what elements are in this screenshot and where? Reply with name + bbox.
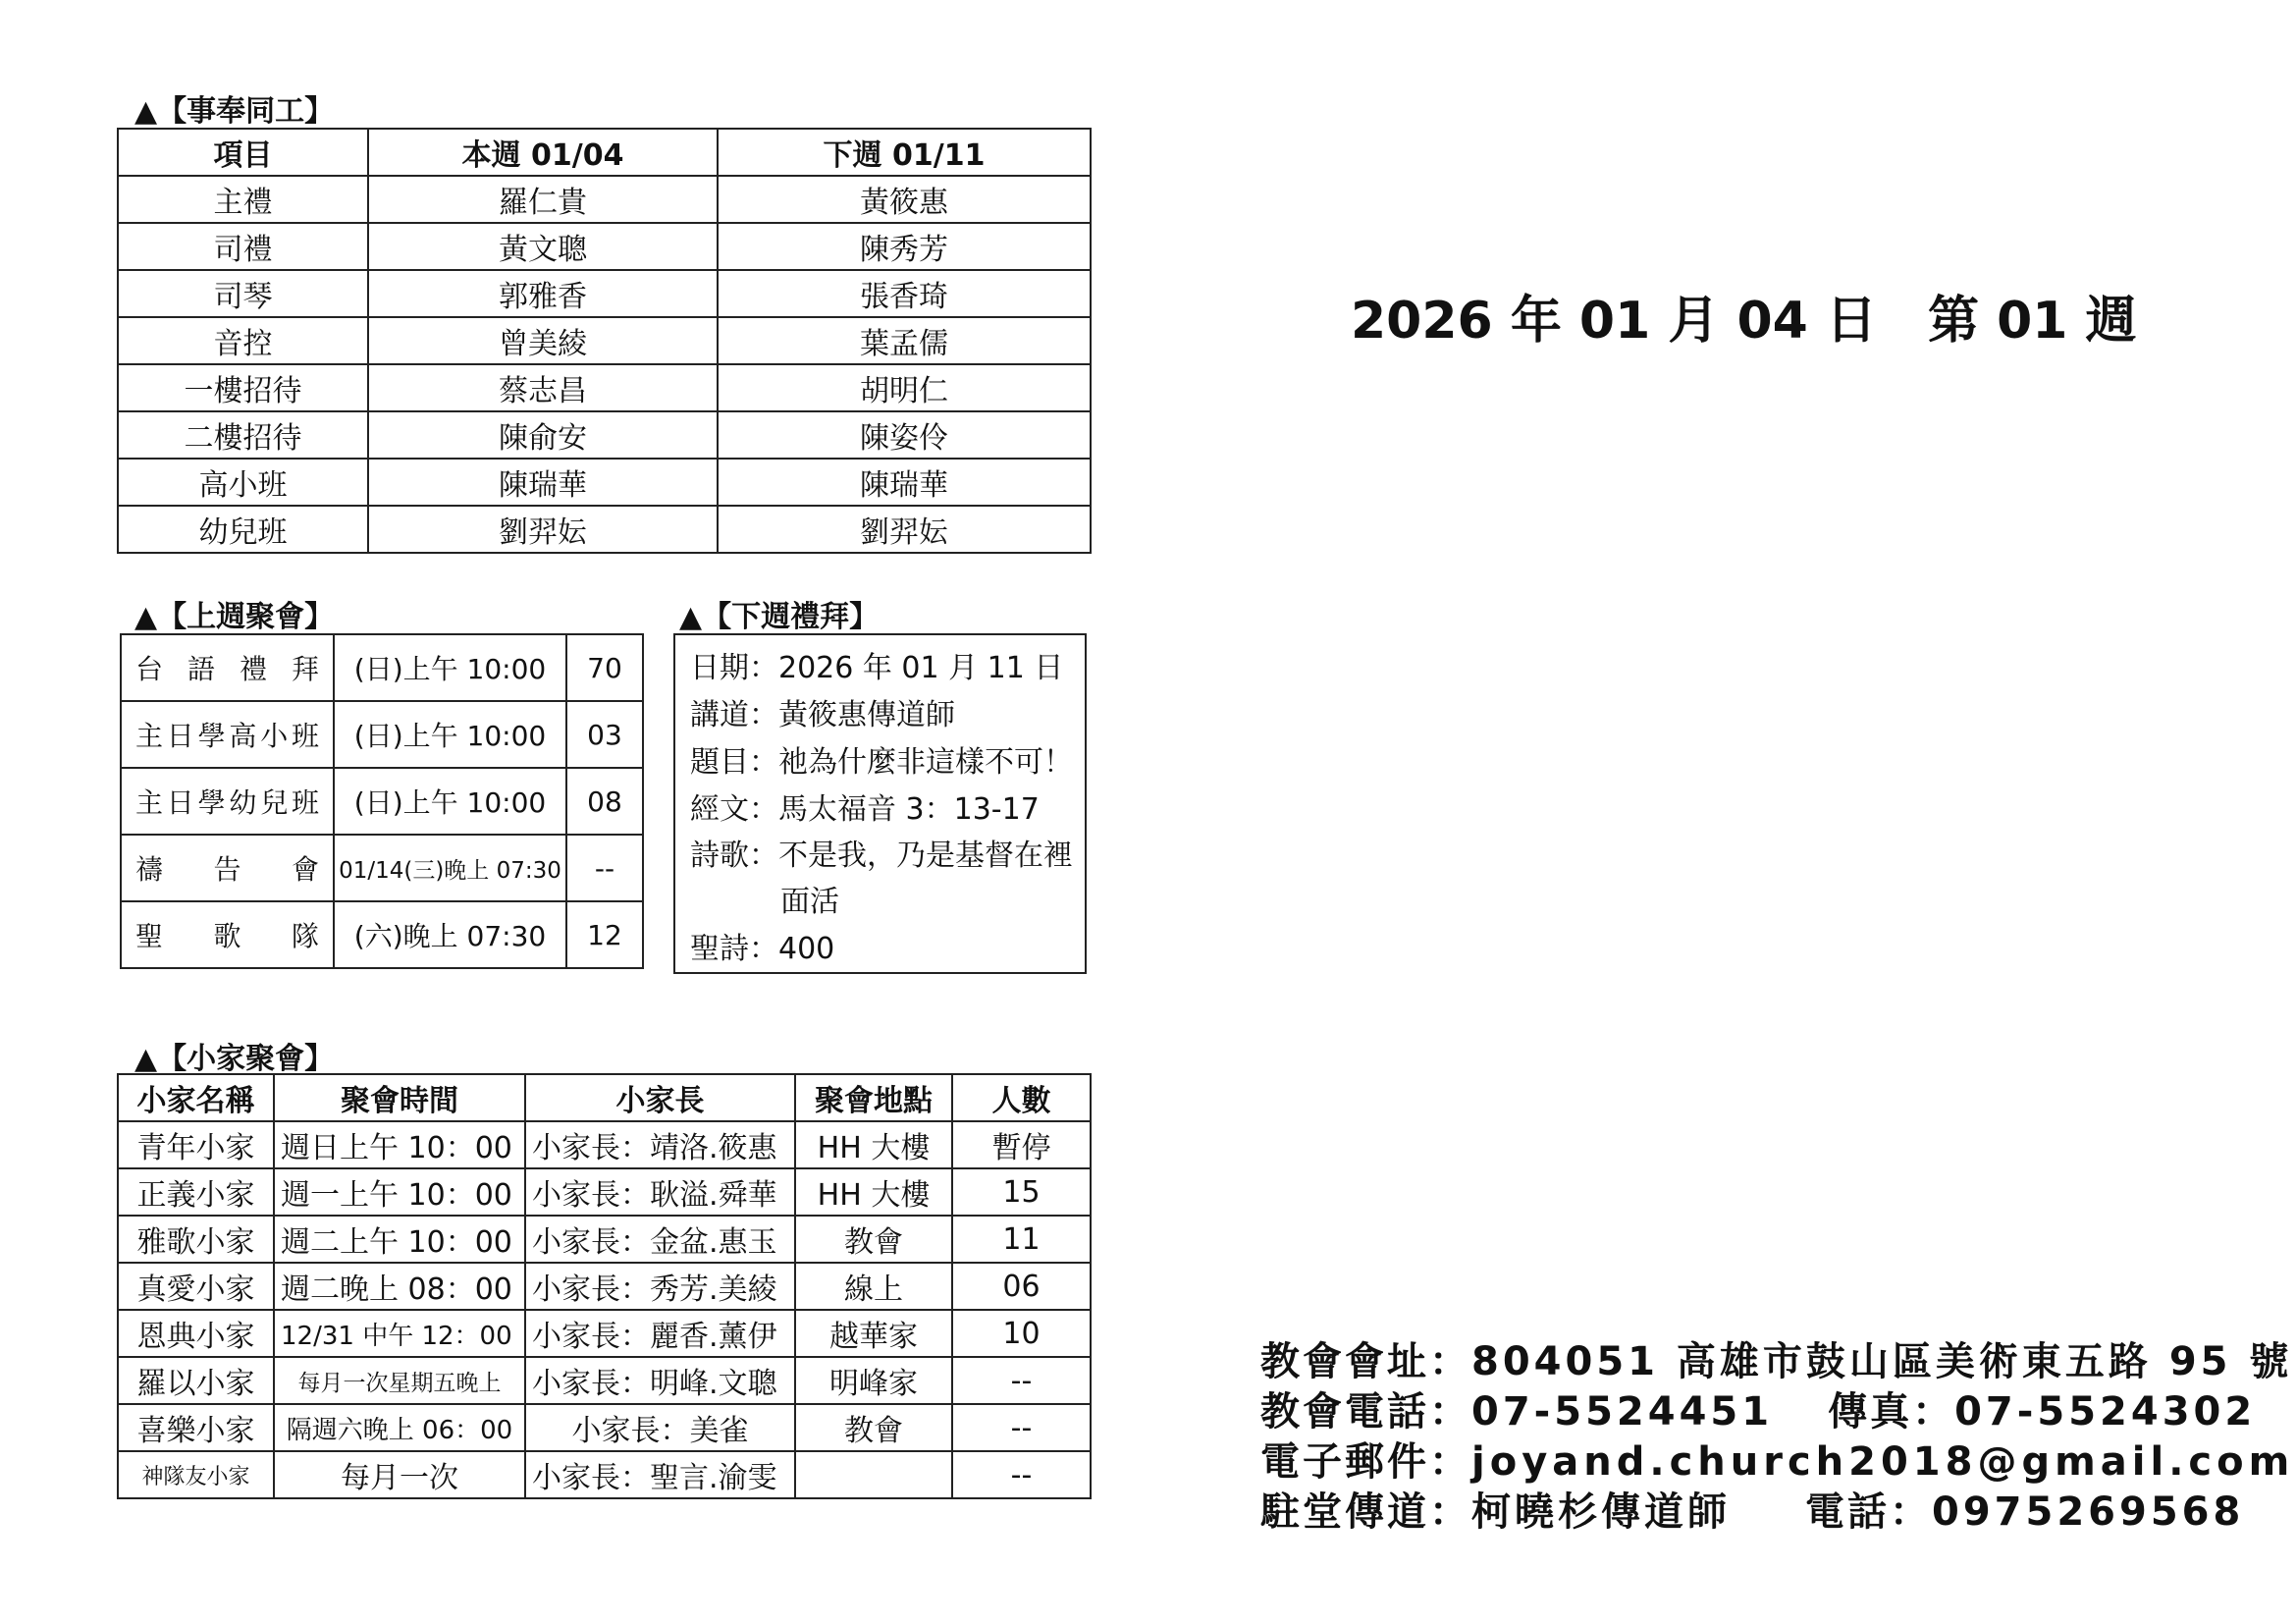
group-place: 明峰家 — [795, 1357, 952, 1404]
staff-next-week: 劉羿妘 — [718, 506, 1091, 553]
group-leader: 小家長：聖言.渝雯 — [525, 1451, 795, 1498]
group-count: 暫停 — [952, 1121, 1091, 1168]
staff-section-title: ▲【事奉同工】 — [134, 94, 335, 129]
next-scripture: 經文：馬太福音 3：13-17 — [690, 792, 1040, 827]
group-name: 正義小家 — [118, 1168, 274, 1216]
table-row — [121, 835, 643, 901]
table-row — [118, 411, 1091, 459]
fax-label: 傳真： — [1828, 1389, 1955, 1435]
groups-header-row — [118, 1074, 1091, 1121]
meeting-name: 主日學幼兒班 — [121, 768, 334, 835]
group-name: 神隊友小家 — [118, 1451, 274, 1498]
next-week-section-title: ▲【下週禮拜】 — [679, 600, 880, 634]
staff-this-week: 曾美綾 — [368, 317, 718, 364]
group-name: 恩典小家 — [118, 1310, 274, 1357]
group-place — [795, 1451, 952, 1498]
staff-next-week: 張香琦 — [718, 270, 1091, 317]
group-leader: 小家長：麗香.薰伊 — [525, 1310, 795, 1357]
email-value: joyand.church2018@gmail.com — [1471, 1439, 2295, 1485]
staff-this-week: 羅仁貴 — [368, 176, 718, 223]
meeting-name: 禱告會 — [121, 835, 334, 901]
pastor-value: 柯曉杉傳道師 — [1471, 1489, 1731, 1535]
group-count: 10 — [952, 1310, 1091, 1357]
staff-item: 主禮 — [118, 176, 368, 223]
group-leader: 小家長：美雀 — [525, 1404, 795, 1451]
meeting-name: 台語禮拜 — [121, 634, 334, 701]
meeting-name: 聖歌隊 — [121, 901, 334, 968]
staff-item: 司琴 — [118, 270, 368, 317]
fax-value: 07-5524302 — [1954, 1389, 2257, 1435]
group-time: 週日上午 10：00 — [274, 1121, 525, 1168]
group-count: -- — [952, 1404, 1091, 1451]
staff-next-week: 胡明仁 — [718, 364, 1091, 411]
group-name: 雅歌小家 — [118, 1216, 274, 1263]
phone-value: 07-5524451 — [1471, 1389, 1774, 1435]
meeting-time: (六)晚上 07:30 — [334, 901, 566, 968]
staff-this-week: 郭雅香 — [368, 270, 718, 317]
church-email-line — [1260, 1431, 2294, 1487]
group-leader: 小家長：耿溢.舜華 — [525, 1168, 795, 1216]
group-count: 15 — [952, 1168, 1091, 1216]
groups-col-name: 小家名稱 — [118, 1074, 274, 1121]
table-row — [118, 317, 1091, 364]
email-label: 電子郵件： — [1260, 1439, 1471, 1485]
groups-section-title: ▲【小家聚會】 — [134, 1042, 335, 1076]
meeting-count: 08 — [566, 768, 643, 835]
table-row — [118, 1310, 1091, 1357]
meeting-time: (日)上午 10:00 — [334, 634, 566, 701]
table-row — [118, 1121, 1091, 1168]
table-row — [118, 459, 1091, 506]
table-row — [118, 506, 1091, 553]
church-phone-line — [1260, 1380, 2256, 1436]
table-row — [118, 1263, 1091, 1310]
next-topic: 題目：祂為什麼非這樣不可！ — [690, 745, 1073, 780]
next-hymn: 詩歌：不是我，乃是基督在裡 — [690, 839, 1073, 873]
meeting-count: 70 — [566, 634, 643, 701]
staff-item: 司禮 — [118, 223, 368, 270]
meeting-time: (日)上午 10:00 — [334, 701, 566, 768]
staff-next-week: 陳姿伶 — [718, 411, 1091, 459]
groups-col-count: 人數 — [952, 1074, 1091, 1121]
staff-col-this-week: 本週 01/04 — [368, 129, 718, 176]
meeting-count: 12 — [566, 901, 643, 968]
group-count: 06 — [952, 1263, 1091, 1310]
next-hymn-cont: 面活 — [780, 885, 839, 919]
staff-item: 一樓招待 — [118, 364, 368, 411]
table-row — [121, 768, 643, 835]
meeting-name: 主日學高小班 — [121, 701, 334, 768]
next-preacher: 講道：黃筱惠傳道師 — [690, 698, 955, 732]
staff-col-next-week: 下週 01/11 — [718, 129, 1091, 176]
table-row — [118, 223, 1091, 270]
staff-this-week: 劉羿妘 — [368, 506, 718, 553]
staff-item: 二樓招待 — [118, 411, 368, 459]
last-week-section-title: ▲【上週聚會】 — [134, 600, 335, 634]
staff-this-week: 陳俞安 — [368, 411, 718, 459]
group-count: -- — [952, 1451, 1091, 1498]
table-row — [118, 1357, 1091, 1404]
staff-item: 音控 — [118, 317, 368, 364]
staff-item: 幼兒班 — [118, 506, 368, 553]
staff-next-week: 黃筱惠 — [718, 176, 1091, 223]
pastor-label: 駐堂傳道： — [1260, 1489, 1471, 1535]
group-name: 羅以小家 — [118, 1357, 274, 1404]
staff-next-week: 葉孟儒 — [718, 317, 1091, 364]
pastor-phone-value: 0975269568 — [1932, 1489, 2245, 1535]
address-value: 804051 高雄市鼓山區美術東五路 95 號 — [1471, 1339, 2293, 1384]
address-label: 教會會址： — [1260, 1339, 1471, 1384]
group-count: -- — [952, 1357, 1091, 1404]
staff-table — [117, 128, 1092, 554]
last-week-table — [120, 633, 644, 969]
staff-this-week: 黃文聰 — [368, 223, 718, 270]
table-row — [118, 176, 1091, 223]
pastor-line — [1260, 1481, 2244, 1537]
table-row — [118, 1216, 1091, 1263]
table-row — [118, 364, 1091, 411]
group-place: 教會 — [795, 1216, 952, 1263]
groups-col-time: 聚會時間 — [274, 1074, 525, 1121]
group-count: 11 — [952, 1216, 1091, 1263]
meeting-count: 03 — [566, 701, 643, 768]
group-name: 真愛小家 — [118, 1263, 274, 1310]
meeting-time: 01/14(三)晚上 07:30 — [334, 835, 566, 901]
table-row — [121, 701, 643, 768]
table-row — [118, 1404, 1091, 1451]
pastor-phone-label: 電話： — [1805, 1489, 1932, 1535]
group-time: 每月一次 — [274, 1451, 525, 1498]
next-date: 日期：2026 年 01 月 11 日 — [690, 651, 1064, 685]
group-time: 週一上午 10：00 — [274, 1168, 525, 1216]
meeting-count: -- — [566, 835, 643, 901]
staff-this-week: 蔡志昌 — [368, 364, 718, 411]
bulletin-date-title: 2026 年 01 月 04 日 第 01 週 — [1351, 292, 2137, 351]
staff-next-week: 陳瑞華 — [718, 459, 1091, 506]
staff-item: 高小班 — [118, 459, 368, 506]
church-address — [1260, 1330, 2292, 1386]
group-leader: 小家長：靖洛.筱惠 — [525, 1121, 795, 1168]
table-row — [118, 1168, 1091, 1216]
group-name: 青年小家 — [118, 1121, 274, 1168]
next-week-box — [673, 633, 1087, 974]
next-hymnal: 聖詩：400 — [690, 932, 835, 966]
group-leader: 小家長：金盆.惠玉 — [525, 1216, 795, 1263]
group-place: HH 大樓 — [795, 1168, 952, 1216]
group-time: 週二晚上 08：00 — [274, 1263, 525, 1310]
group-place: 教會 — [795, 1404, 952, 1451]
meeting-time: (日)上午 10:00 — [334, 768, 566, 835]
table-row — [118, 270, 1091, 317]
group-time: 隔週六晚上 06：00 — [274, 1404, 525, 1451]
group-time: 週二上午 10：00 — [274, 1216, 525, 1263]
table-row — [121, 634, 643, 701]
groups-table — [117, 1073, 1092, 1499]
staff-header-row — [118, 129, 1091, 176]
groups-col-leader: 小家長 — [525, 1074, 795, 1121]
phone-label: 教會電話： — [1260, 1389, 1471, 1435]
group-place: 線上 — [795, 1263, 952, 1310]
group-place: 越華家 — [795, 1310, 952, 1357]
staff-this-week: 陳瑞華 — [368, 459, 718, 506]
staff-next-week: 陳秀芳 — [718, 223, 1091, 270]
staff-col-item: 項目 — [118, 129, 368, 176]
group-time: 12/31 中午 12：00 — [274, 1310, 525, 1357]
group-time: 每月一次星期五晚上 — [274, 1357, 525, 1404]
group-place: HH 大樓 — [795, 1121, 952, 1168]
table-row — [118, 1451, 1091, 1498]
groups-col-place: 聚會地點 — [795, 1074, 952, 1121]
group-name: 喜樂小家 — [118, 1404, 274, 1451]
table-row — [121, 901, 643, 968]
group-leader: 小家長：明峰.文聰 — [525, 1357, 795, 1404]
group-leader: 小家長：秀芳.美綾 — [525, 1263, 795, 1310]
